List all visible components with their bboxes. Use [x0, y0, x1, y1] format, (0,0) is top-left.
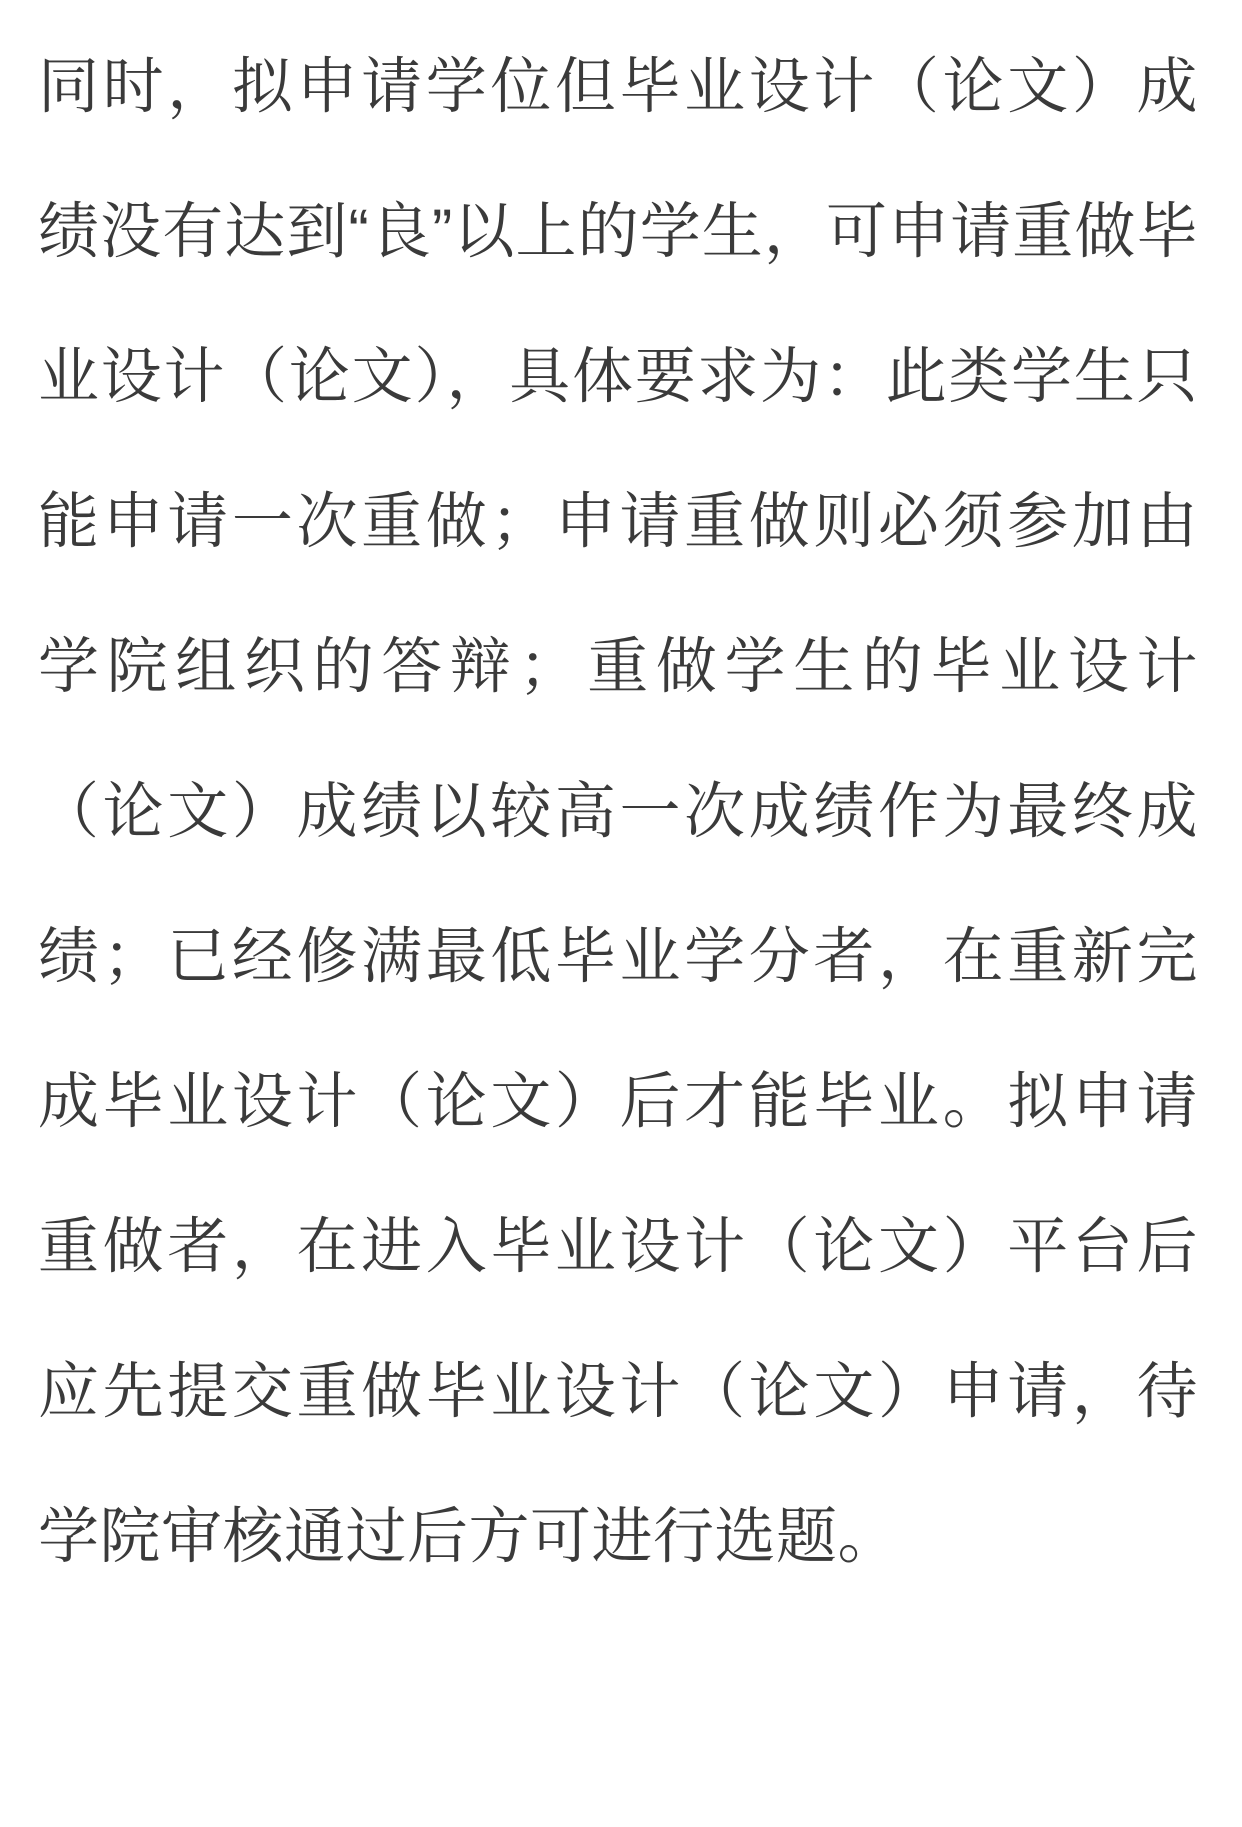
paragraph-text: 同时，拟申请学位但毕业设计（论文）成绩没有达到“良”以上的学生，可申请重做毕业设计（论文），具体要求为：此类学生只能申请一次重做；申请重做则必须参加由学院组织的答辩；重做学生的毕业设计（论文）成绩以较高一次成绩作为最终成绩；已经修满最低毕业学分者，在重新完成毕业设计（论文）后才能毕业。拟申请重做者，在进入毕业设计（论文）平台后应先提交重做毕业设计（论文）申请，待学院审核通过后方可进行选题。 — [38, 52, 1198, 1570]
document-body — [38, 14, 1198, 1609]
